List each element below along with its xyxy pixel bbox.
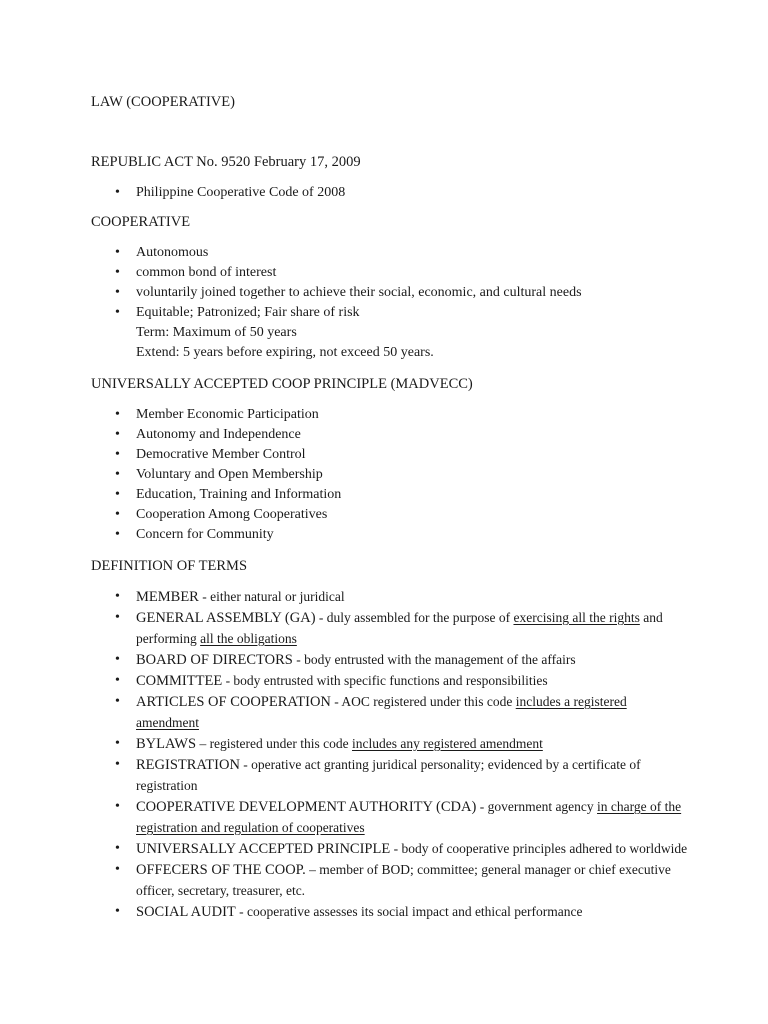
list-item [91,587,691,608]
term-label: MEMBER [136,589,199,605]
extend-line: Extend: 5 years before expiring, not exceed 50 years. [136,345,434,360]
cooperative-heading: COOPERATIVE [91,214,191,230]
list-item [91,734,691,755]
list-item: • Autonomy and Independence [91,425,691,445]
list-item [91,755,691,797]
list-item: • Philippine Cooperative Code of 2008 [91,183,691,203]
list-item: • Cooperation Among Cooperatives [91,505,691,525]
republic-act-heading: REPUBLIC ACT No. 9520 February 17, 2009 [91,154,361,170]
term-definition: and performing [136,610,663,646]
equitable-text: Equitable; Patronized; Fair share of risk [136,305,360,320]
term-label: OFFECERS OF THE COOP. [136,862,306,878]
term-label: COOPERATIVE DEVELOPMENT AUTHORITY (CDA) [136,799,477,815]
term-definition: - operative act granting juridical personality; evidenced by a certificate of registration [136,757,641,793]
list-item [91,902,691,923]
term-label: REGISTRATION [136,757,240,773]
list-item [91,797,691,839]
principles-list [91,405,691,545]
term-label: ARTICLES OF COOPERATION [136,694,331,710]
underlined-text: includes a registered amendment [136,694,627,730]
underlined-text: includes any registered amendment [352,736,543,751]
document-title: LAW (COOPERATIVE) [91,94,235,110]
list-item: • Member Economic Participation [91,405,691,425]
definitions-list [91,587,691,923]
term-definition: - body of cooperative principles adhered to worldwide [390,841,688,856]
term-label: SOCIAL AUDIT [136,904,236,920]
cooperative-list [91,243,691,363]
list-item [91,860,691,902]
term-definition: – member of BOD; committee; general manager or chief executive officer, secretary, treasurer, etc. [136,862,671,898]
list-item: • Education, Training and Information [91,485,691,505]
term-label: BYLAWS [136,736,197,752]
list-item [91,839,691,860]
list-item [91,303,691,363]
list-item [91,692,691,734]
list-item [91,671,691,692]
list-item: • Autonomous [91,243,691,263]
list-item: • voluntarily joined together to achieve their social, economic, and cultural needs [91,283,691,303]
underlined-text: all the obligations [200,631,297,646]
term-definition: - AOC registered under this code [330,694,516,709]
definitions-heading: DEFINITION OF TERMS [91,558,248,574]
underlined-text: exercising all the rights [513,610,640,625]
term-definition: - government agency [476,799,598,814]
list-item: • Democrative Member Control [91,445,691,465]
list-item: • common bond of interest [91,263,691,283]
principles-heading: UNIVERSALLY ACCEPTED COOP PRINCIPLE (MADVECC) [91,376,473,392]
term-label: UNIVERSALLY ACCEPTED PRINCIPLE [136,841,391,857]
term-definition: – registered under this code [196,736,353,751]
term-definition: - duly assembled for the purpose of [315,610,514,625]
republic-act-list [91,183,691,203]
document-page [91,92,691,923]
term-definition: - body entrusted with specific functions and responsibilities [222,673,548,688]
term-definition: - either natural or juridical [198,589,345,604]
term-definition: - cooperative assesses its social impact and ethical performance [235,904,583,919]
list-item: • Voluntary and Open Membership [91,465,691,485]
term-label: BOARD OF DIRECTORS [136,652,293,668]
term-label: GENERAL ASSEMBLY (GA) [136,610,316,626]
list-item [91,608,691,650]
term-definition: - body entrusted with the management of the affairs [292,652,576,667]
term-line: Term: Maximum of 50 years [136,325,297,340]
list-item [91,650,691,671]
term-label: COMMITTEE [136,673,223,689]
underlined-text: in charge of the registration and regulation of cooperatives [136,799,682,835]
list-item: • Concern for Community [91,525,691,545]
